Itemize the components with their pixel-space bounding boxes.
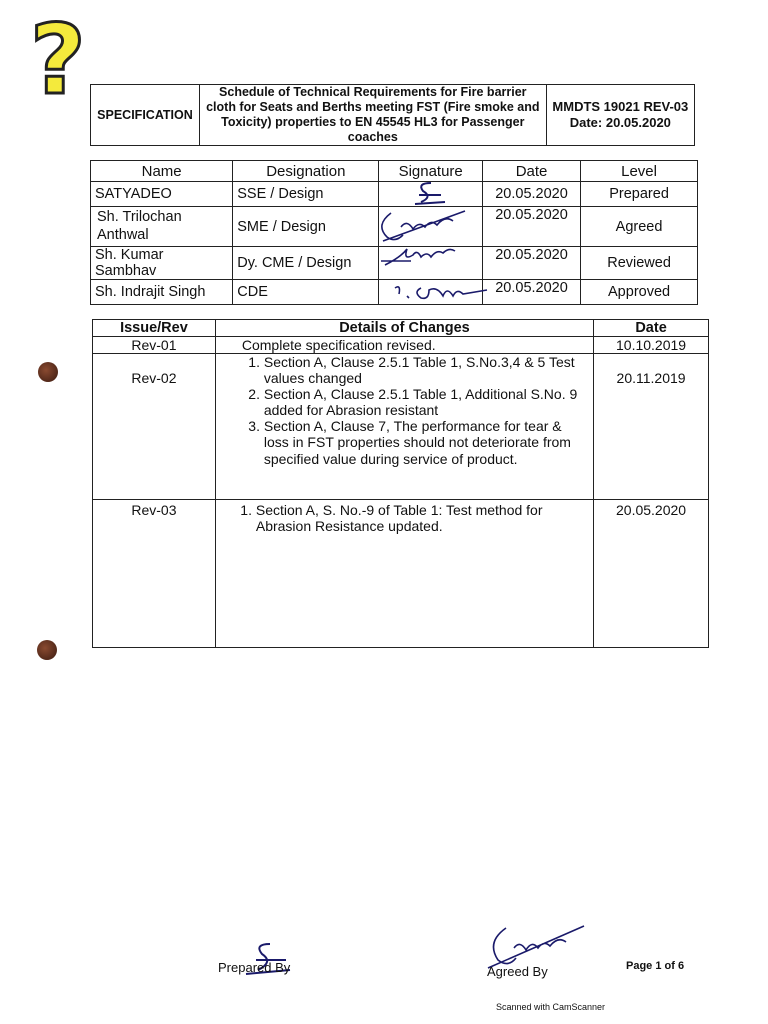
change-item: 2. Section A, Clause 2.5.1 Table 1, Additional S.No. 9 added for Abrasion resistant: [264, 386, 589, 418]
signer-name: Sh. Indrajit Singh: [91, 280, 233, 305]
spec-header-table: [90, 84, 695, 146]
signer-name: Sh. Kumar Sambhav: [91, 247, 233, 280]
sign-level: Approved: [581, 280, 698, 305]
table-row: [93, 354, 709, 500]
change-item: 1. Section A, S. No.-9 of Table 1: Test method for Abrasion Resistance updated.: [256, 502, 589, 534]
col-issue-rev: Issue/Rev: [93, 320, 216, 337]
signature-mark: [381, 243, 471, 269]
prepared-by-label: Prepared By: [218, 960, 291, 975]
signer-designation: CDE: [233, 280, 379, 305]
sign-date: 20.05.2020: [482, 280, 580, 305]
col-designation: Designation: [233, 161, 379, 182]
col-date: Date: [482, 161, 580, 182]
signer-name: SATYADEO: [91, 182, 233, 207]
table-row: [93, 500, 709, 648]
punch-hole-icon: [37, 640, 57, 660]
signoff-table: [90, 160, 698, 305]
signature-mark: [383, 180, 473, 206]
doc-date: Date: 20.05.2020: [569, 115, 671, 130]
signer-designation: SSE / Design: [233, 182, 379, 207]
col-details: Details of Changes: [215, 320, 593, 337]
col-rev-date: Date: [594, 320, 709, 337]
scanned-watermark: Scanned with CamScanner: [496, 1002, 606, 1012]
rev-date: 20.11.2019: [594, 354, 709, 500]
doc-number: MMDTS 19021 REV-03: [552, 99, 689, 115]
sign-date: 20.05.2020: [482, 247, 580, 280]
revision-history-table: [92, 319, 709, 648]
signature-cell: [379, 247, 483, 280]
question-mark-sticker-icon: ?: [30, 4, 86, 116]
col-level: Level: [581, 161, 698, 182]
page-number: Page 1 of 6: [626, 960, 685, 972]
signature-mark: [373, 205, 473, 245]
table-row: [91, 247, 698, 280]
signer-designation: Dy. CME / Design: [233, 247, 379, 280]
sign-level: Prepared: [581, 182, 698, 207]
rev-date: 10.10.2019: [594, 337, 709, 354]
col-name: Name: [91, 161, 233, 182]
table-row: [91, 280, 698, 305]
change-item: 3. Section A, Clause 7, The performance for tear & loss in FST properties should not deteriorate from specified value during service of product.: [264, 418, 589, 466]
spec-doc-info: [546, 85, 694, 146]
rev-details: Complete specification revised.: [215, 337, 593, 354]
agreed-by-label: Agreed By: [487, 964, 548, 979]
col-signature: Signature: [379, 161, 483, 182]
table-row: [91, 182, 698, 207]
rev-details: [215, 500, 593, 648]
spec-label: SPECIFICATION: [91, 85, 200, 146]
punch-hole-icon: [38, 362, 58, 382]
sign-level: Agreed: [581, 207, 698, 247]
signature-cell: [379, 280, 483, 305]
table-row: [91, 207, 698, 247]
sign-level: Reviewed: [581, 247, 698, 280]
rev-details: [215, 354, 593, 500]
signer-name: Sh. Trilochan Anthwal: [91, 207, 233, 247]
change-item: 1. Section A, Clause 2.5.1 Table 1, S.No.3,4 & 5 Test values changed: [264, 354, 589, 386]
signer-designation: SME / Design: [233, 207, 379, 247]
rev-id: Rev-03: [93, 500, 216, 648]
sign-date: 20.05.2020: [482, 207, 580, 247]
table-row: [93, 337, 709, 354]
spec-title: Schedule of Technical Requirements for Fire barrier cloth for Seats and Berths meeting FST (Fire smoke and Toxicity) properties to EN 45545 HL3 for Passenger coaches: [199, 85, 546, 146]
sign-date: 20.05.2020: [482, 182, 580, 207]
rev-id: Rev-01: [93, 337, 216, 354]
signature-mark: [391, 278, 491, 304]
rev-id: Rev-02: [93, 354, 216, 500]
signature-cell: [379, 182, 483, 207]
rev-date: 20.05.2020: [594, 500, 709, 648]
signature-cell: [379, 207, 483, 247]
